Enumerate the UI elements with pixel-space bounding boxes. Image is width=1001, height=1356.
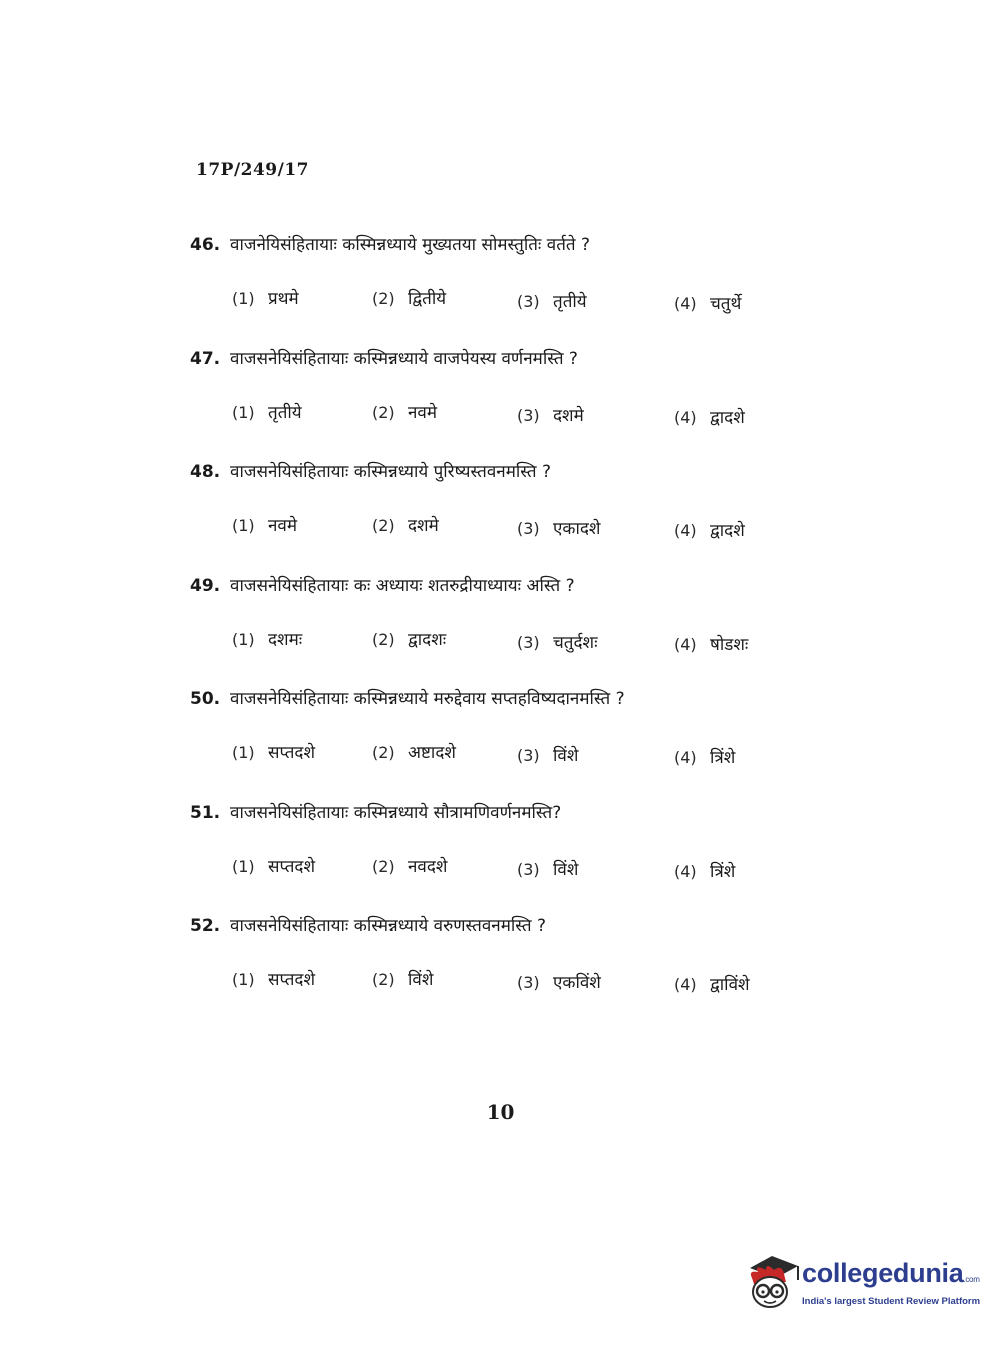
option-text: द्वादशे	[710, 521, 745, 541]
option-number: (2)	[372, 516, 395, 535]
question-text: वाजसनेयिसंहितायाः कस्मिन्नध्याये वाजपेयस्य वर्णनमस्ति ?	[230, 348, 578, 369]
option-number: (3)	[517, 632, 540, 652]
option-list	[232, 854, 792, 884]
question-text: वाजनेयिसंहितायाः कस्मिन्नध्याये मुख्यतया सोमस्तुतिः वर्तते ?	[230, 235, 591, 255]
question-number: 48.	[190, 462, 221, 482]
option-4	[674, 518, 745, 541]
option-number: (1)	[232, 629, 255, 649]
brand-name	[802, 1258, 980, 1289]
option-text: एकादशे	[553, 519, 601, 539]
page-number: 10	[486, 1100, 515, 1124]
option-list	[232, 740, 792, 770]
option-number: (2)	[372, 629, 395, 649]
option-text: प्रथमे	[268, 289, 299, 309]
option-text: तृतीये	[553, 292, 587, 312]
option-text: त्रिंशे	[710, 748, 736, 768]
option-2	[372, 400, 437, 423]
brand-tagline: India's largest Student Review Platform	[802, 1296, 981, 1307]
option-text: विंशे	[553, 859, 579, 880]
option-text: चतुर्दशः	[553, 632, 598, 653]
question-list	[190, 232, 830, 1027]
option-2	[372, 627, 446, 650]
question-49	[190, 573, 830, 687]
question-line	[190, 232, 590, 255]
question-number: 46.	[190, 235, 221, 255]
option-text: विंशे	[553, 746, 579, 766]
question-text: वाजसनेयिसंहितायाः कस्मिन्नध्याये पुरिष्यस्तवनमस्ति ?	[230, 462, 552, 482]
brand-logo	[744, 1250, 981, 1314]
option-number: (1)	[232, 743, 255, 762]
option-3	[517, 630, 598, 653]
question-line	[190, 573, 575, 596]
option-number: (4)	[674, 294, 697, 313]
option-number: (3)	[517, 859, 540, 879]
option-number: (1)	[232, 516, 255, 535]
option-number: (4)	[674, 975, 697, 994]
option-2	[372, 967, 433, 990]
question-text: वाजसनेयिसंहितायाः कस्मिन्नध्याये मरुद्देवाय सप्तहविष्यदानमस्ति ?	[230, 689, 625, 709]
option-number: (3)	[517, 973, 540, 992]
option-number: (2)	[372, 289, 395, 308]
option-text: नवदशे	[408, 856, 448, 877]
option-3	[517, 857, 578, 880]
question-48	[190, 459, 830, 573]
option-1	[232, 740, 315, 763]
option-text: एकविंशे	[553, 973, 601, 993]
option-1	[232, 400, 302, 423]
option-number: (1)	[232, 856, 255, 876]
option-4	[674, 405, 745, 428]
option-text: दशमे	[408, 516, 439, 536]
question-line	[190, 686, 625, 709]
option-number: (3)	[517, 405, 540, 425]
option-number: (4)	[674, 521, 697, 540]
option-number: (1)	[232, 970, 255, 989]
option-2	[372, 854, 447, 877]
question-line	[190, 913, 546, 936]
option-1	[232, 286, 299, 309]
option-3	[517, 970, 601, 993]
question-46	[190, 232, 830, 346]
option-3	[517, 289, 587, 312]
question-line	[190, 459, 551, 482]
mascot-icon	[744, 1250, 802, 1312]
option-number: (1)	[232, 402, 255, 422]
option-4	[674, 632, 748, 655]
option-number: (2)	[372, 970, 395, 989]
question-number: 52.	[190, 916, 221, 936]
question-52	[190, 913, 830, 1027]
option-3	[517, 403, 584, 426]
question-text: वाजसनेयिसंहितायाः कस्मिन्नध्याये सौत्रामणिवर्णनमस्ति?	[230, 802, 562, 823]
option-text: द्वाविंशे	[710, 975, 750, 995]
option-list	[232, 967, 792, 997]
option-text: द्वादशः	[408, 629, 447, 650]
option-text: त्रिंशे	[710, 861, 736, 882]
option-number: (2)	[372, 743, 395, 762]
option-text: द्वादशे	[710, 407, 745, 428]
option-4	[674, 291, 741, 314]
option-text: दशमः	[268, 629, 303, 650]
option-number: (3)	[517, 292, 540, 311]
option-3	[517, 743, 578, 766]
option-text: षोडशः	[710, 634, 749, 655]
question-number: 47.	[190, 348, 221, 369]
paper-code: 17P/249/17	[196, 160, 310, 180]
option-1	[232, 854, 315, 877]
option-number: (2)	[372, 402, 395, 422]
option-text: सप्तदशे	[268, 970, 316, 990]
option-number: (3)	[517, 519, 540, 538]
question-number: 51.	[190, 802, 221, 823]
option-number: (2)	[372, 856, 395, 876]
option-number: (4)	[674, 861, 697, 881]
brand-name-text: collegedunia	[802, 1258, 964, 1288]
option-text: विंशे	[408, 970, 434, 990]
option-4	[674, 745, 735, 768]
question-47	[190, 346, 830, 460]
option-text: अष्टादशे	[408, 743, 456, 763]
option-number: (4)	[674, 748, 697, 767]
option-2	[372, 513, 439, 536]
option-text: द्वितीये	[408, 289, 447, 309]
option-text: नवमे	[268, 516, 298, 536]
option-list	[232, 627, 792, 657]
question-text: वाजसनेयिसंहितायाः कस्मिन्नध्याये वरुणस्तवनमस्ति ?	[230, 916, 547, 936]
question-number: 49.	[190, 575, 221, 596]
option-list	[232, 400, 792, 430]
option-2	[372, 286, 446, 309]
option-1	[232, 627, 302, 650]
option-list	[232, 286, 792, 316]
brand-dotcom: .com	[963, 1275, 980, 1284]
option-number: (3)	[517, 746, 540, 765]
question-51	[190, 800, 830, 914]
option-2	[372, 740, 456, 763]
question-text: वाजसनेयिसंहितायाः कः अध्यायः शतरुद्रीयाध्यायः अस्ति ?	[230, 575, 575, 596]
option-1	[232, 967, 315, 990]
option-number: (4)	[674, 634, 697, 654]
option-text: दशमे	[553, 405, 584, 426]
option-list	[232, 513, 792, 543]
option-text: तृतीये	[268, 402, 302, 423]
option-text: चतुर्थे	[710, 294, 742, 314]
option-1	[232, 513, 297, 536]
option-4	[674, 972, 750, 995]
question-line	[190, 346, 578, 369]
option-4	[674, 859, 735, 882]
question-number: 50.	[190, 689, 221, 709]
option-text: सप्तदशे	[268, 743, 316, 763]
option-number: (1)	[232, 289, 255, 308]
option-3	[517, 516, 600, 539]
option-text: सप्तदशे	[268, 856, 316, 877]
option-number: (4)	[674, 407, 697, 427]
option-text: नवमे	[408, 402, 438, 423]
question-50	[190, 686, 830, 800]
question-line	[190, 800, 561, 823]
